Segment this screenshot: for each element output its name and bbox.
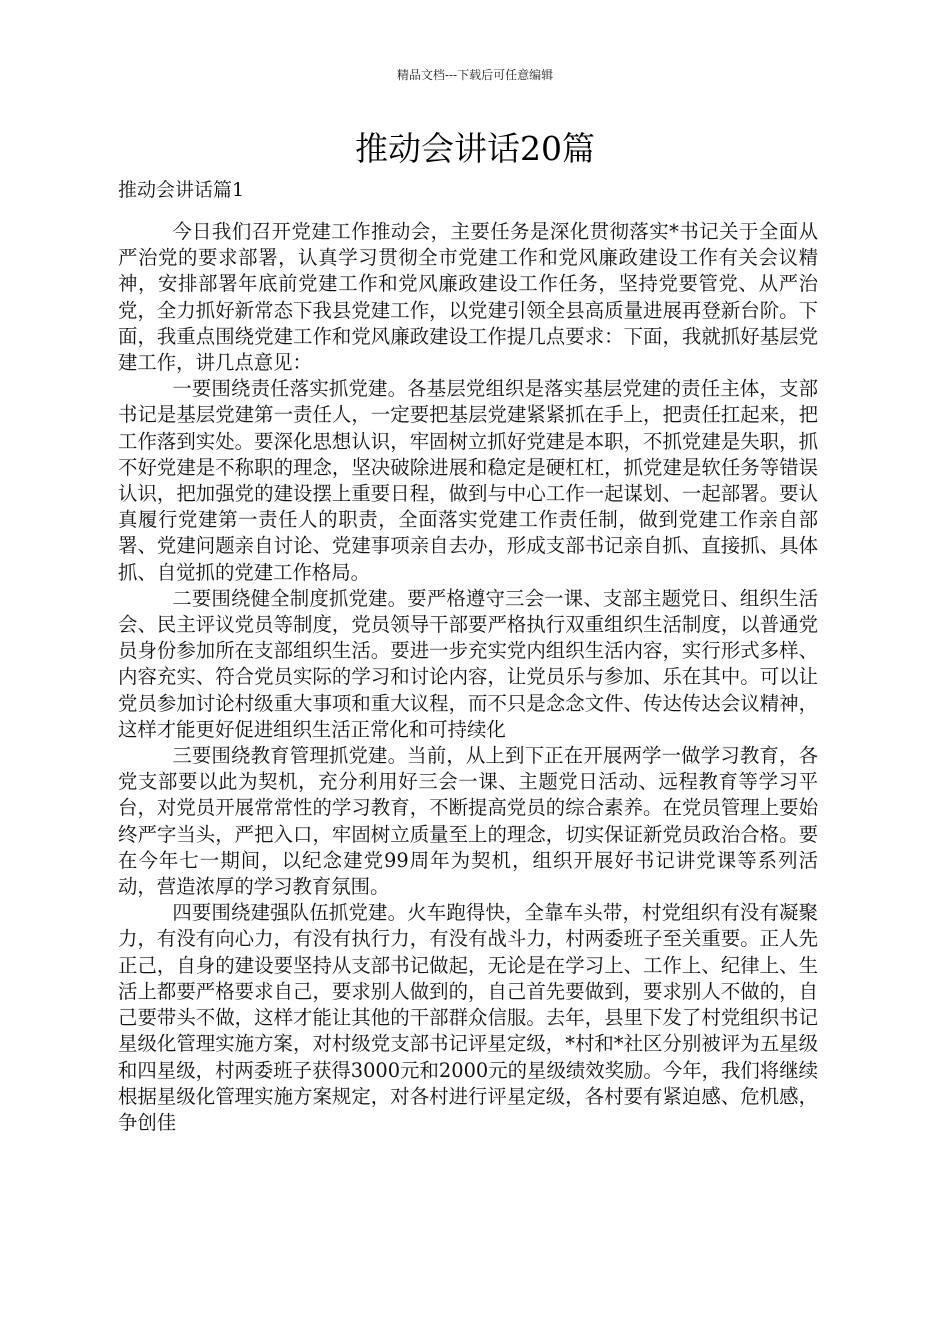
paragraph: 四要围绕建强队伍抓党建。火车跑得快，全靠车头带，村党组织有没有凝聚力，有没有向心力，有没有执行力，有没有战斗力，村两委班子至关重要。正人先正己，自身的建设要坚持从支部书记做起，无论是在学习上、工作上、纪律上、生活上都要严格要求自己，要求别人做到的，自己首先要做到，要求别人不做的，自己要带头不做，这样才能让其他的干部群众信服。去年，县里下发了村党组织书记星级化管理实施方案，对村级党支部书记评星定级，*村和*社区分别被评为五星级和四星级，村两委班子获得3000元和2000元的星级绩效奖励。今年，我们将继续根据星级化管理实施方案规定，对各村进行评星定级，各村要有紧迫感、危机感，争创佳 — [118, 901, 818, 1134]
document-body — [118, 219, 818, 1136]
paragraph: 一要围绕责任落实抓党建。各基层党组织是落实基层党建的责任主体，支部书记是基层党建第一责任人，一定要把基层党建紧紧抓在手上，把责任扛起来，把工作落到实处。要深化思想认识，牢固树立抓好党建是本职，不抓党建是失职，抓不好党建是不称职的理念，坚决破除进展和稳定是硬杠杠，抓党建是软任务等错误认识，把加强党的建设摆上重要日程，做到与中心工作一起谋划、一起部署。要认真履行党建第一责任人的职责，全面落实党建工作责任制，做到党建工作亲自部署、党建问题亲自讨论、党建事项亲自去办，形成支部书记亲自抓、直接抓、具体抓、自觉抓的党建工作格局。 — [118, 377, 818, 584]
paragraph: 今日我们召开党建工作推动会，主要任务是深化贯彻落实*书记关于全面从严治党的要求部署，认真学习贯彻全市党建工作和党风廉政建设工作有关会议精神，安排部署年底前党建工作和党风廉政建设工作任务，坚持党要管党、从严治党，全力抓好新常态下我县党建工作，以党建引领全县高质量进展再登新台阶。下面，我重点围绕党建工作和党风廉政建设工作提几点要求：下面，我就抓好基层党建工作，讲几点意见： — [118, 220, 818, 375]
header-note: 精品文档---下载后可任意编辑 — [396, 68, 554, 82]
paragraph: 三要围绕教育管理抓党建。当前，从上到下正在开展两学一做学习教育，各党支部要以此为契机，充分利用好三会一课、主题党日活动、远程教育等学习平台，对党员开展常常性的学习教育，不断提高党员的综合素养。在党员管理上要始终严字当头，严把入口，牢固树立质量至上的理念，切实保证新党员政治合格。要在今年七一期间，以纪念建党99周年为契机，组织开展好书记讲党课等系列活动，营造浓厚的学习教育氛围。 — [118, 744, 818, 899]
document-title: 推动会讲话20篇 — [355, 129, 595, 168]
section-heading: 推动会讲话篇1 — [118, 179, 245, 201]
paragraph: 二要围绕健全制度抓党建。要严格遵守三会一课、支部主题党日、组织生活会、民主评议党员等制度，党员领导干部要严格执行双重组织生活制度，以普通党员身份参加所在支部组织生活。要进一步充实党内组织生活内容，实行形式多样、内容充实、符合党员实际的学习和讨论内容，让党员乐与参加、乐在其中。可以让党员参加讨论村级重大事项和重大议程，而不只是念念文件、传达传达会议精神，这样才能更好促进组织生活正常化和可持续化 — [118, 586, 818, 741]
